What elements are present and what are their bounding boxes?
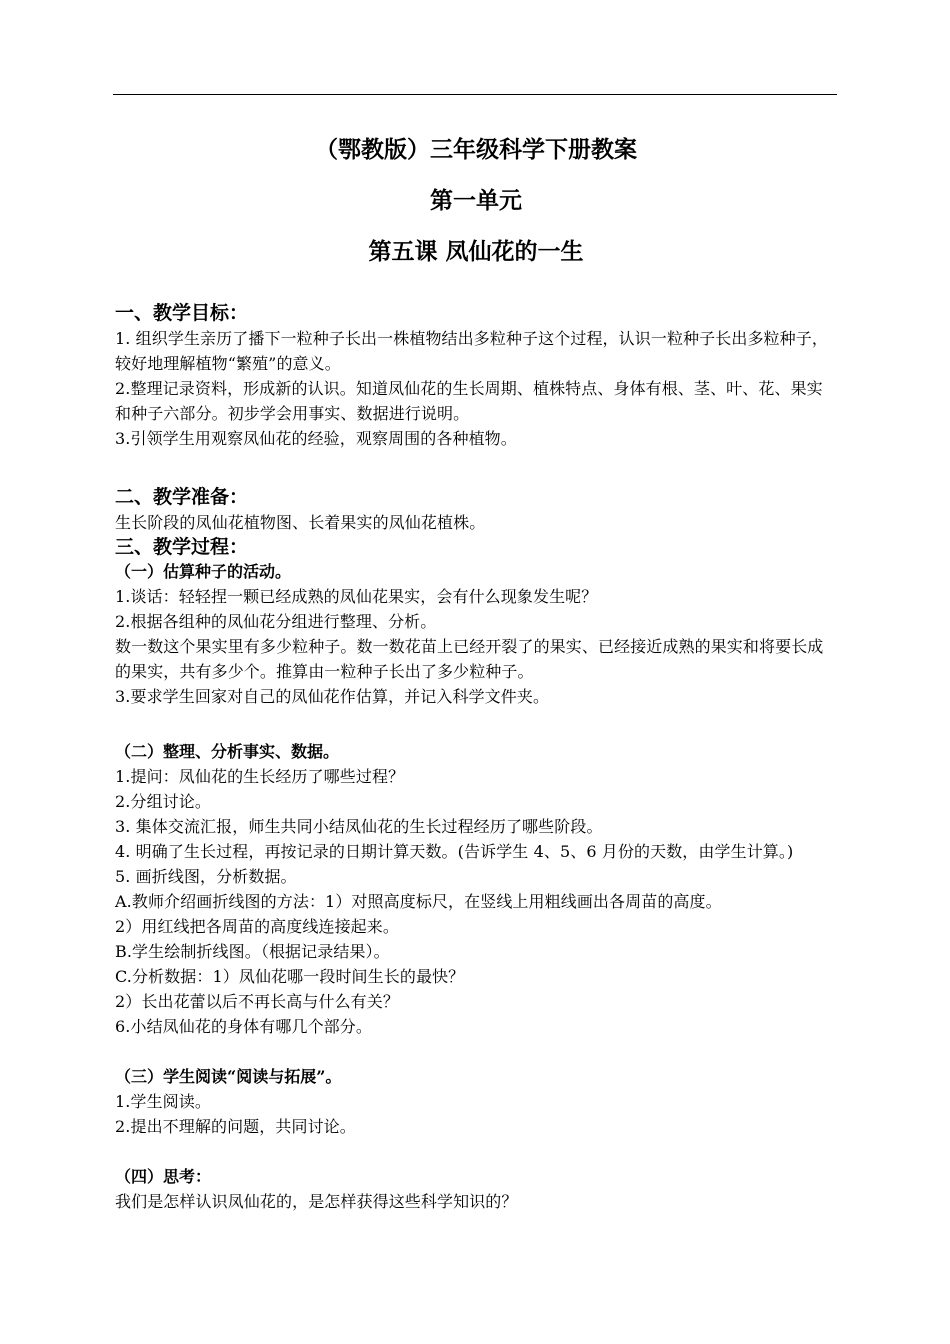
part4-item: 我们是怎样认识凤仙花的，是怎样获得这些科学知识的？ [115, 1192, 518, 1211]
part4-heading: （四）思考： [115, 1167, 212, 1186]
preparation-heading: 二、教学准备： [115, 486, 249, 508]
objective-item: 3.引领学生用观察凤仙花的经验，观察周围的各种植物。 [115, 429, 517, 448]
objectives-heading: 一、教学目标： [115, 302, 249, 324]
part2-item: C.分析数据：1）凤仙花哪一段时间生长的最快？ [115, 967, 465, 986]
preparation-text: 生长阶段的凤仙花植物图、长着果实的凤仙花植株。 [115, 513, 486, 532]
part2-item: 5. 画折线图，分析数据。 [115, 867, 297, 886]
header-rule [113, 94, 837, 95]
document-body [115, 130, 837, 1214]
document-title: （鄂教版）三年级科学下册教案 [315, 136, 637, 163]
objective-item: 2.整理记录资料，形成新的认识。知道凤仙花的生长周期、植株特点、身体有根、茎、叶、花、果实和种子六部分。初步学会用事实、数据进行说明。 [115, 379, 823, 423]
process-heading: 三、教学过程： [115, 536, 249, 558]
part2-item: B.学生绘制折线图。（根据记录结果）。 [115, 942, 390, 961]
part1-item: 3.要求学生回家对自己的凤仙花作估算，并记入科学文件夹。 [115, 687, 550, 706]
objective-item: 1. 组织学生亲历了播下一粒种子长出一株植物结出多粒种子这个过程，认识一粒种子长出多粒种子，较好地理解植物“繁殖”的意义。 [115, 329, 828, 373]
part1-item: 1.谈话：轻轻捏一颗已经成熟的凤仙花果实，会有什么现象发生呢？ [115, 587, 598, 606]
part3-item: 2.提出不理解的问题，共同讨论。 [115, 1117, 356, 1136]
part2-item: 4. 明确了生长过程，再按记录的日期计算天数。(告诉学生 4、5、6 月份的天数，由学生计算。) [115, 842, 794, 861]
part2-item: 1.提问：凤仙花的生长经历了哪些过程？ [115, 767, 405, 786]
part2-item: A.教师介绍画折线图的方法：1）对照高度标尺，在竖线上用粗线画出各周苗的高度。 [115, 892, 722, 911]
part2-heading: （二）整理、分析事实、数据。 [115, 742, 340, 761]
part1-item: 数一数这个果实里有多少粒种子。数一数花苗上已经开裂了的果实、已经接近成熟的果实和将要长成的果实，共有多少个。推算由一粒种子长出了多少粒种子。 [115, 637, 824, 681]
part3-heading: （三）学生阅读“阅读与拓展”。 [115, 1067, 342, 1086]
unit-title: 第一单元 [430, 187, 522, 214]
part1-item: 2.根据各组种的凤仙花分组进行整理、分析。 [115, 612, 437, 631]
part3-item: 1.学生阅读。 [115, 1092, 211, 1111]
part2-item: 2.分组讨论。 [115, 792, 211, 811]
part1-heading: （一）估算种子的活动。 [115, 562, 292, 581]
lesson-title: 第五课 凤仙花的一生 [368, 238, 584, 265]
part2-item: 2）长出花蕾以后不再长高与什么有关？ [115, 992, 399, 1011]
part2-item: 6.小结凤仙花的身体有哪几个部分。 [115, 1017, 372, 1036]
part2-item: 2）用红线把各周苗的高度线连接起来。 [115, 917, 399, 936]
part2-item: 3. 集体交流汇报，师生共同小结凤仙花的生长过程经历了哪些阶段。 [115, 817, 603, 836]
